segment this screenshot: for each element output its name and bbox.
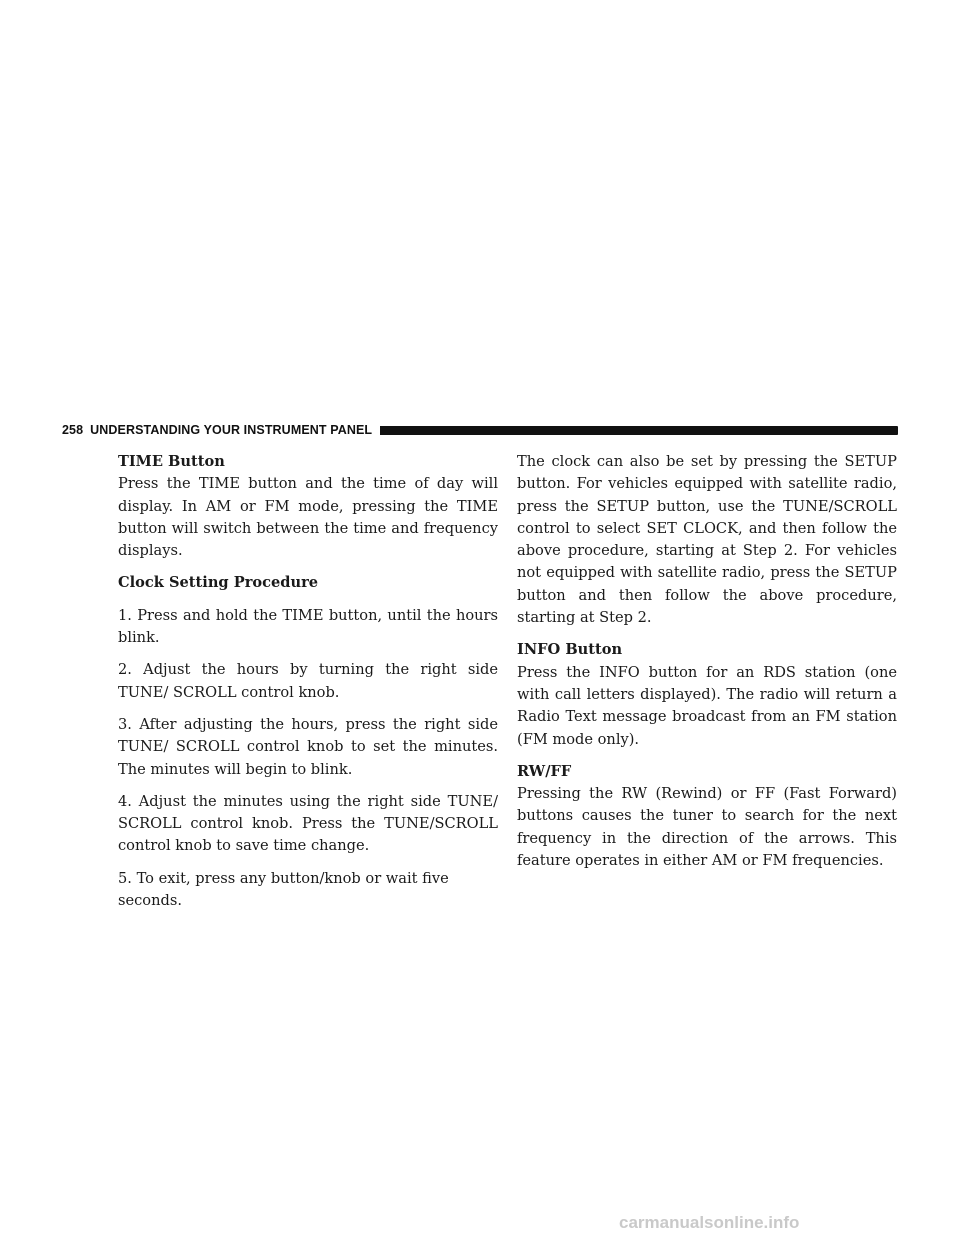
info-button-text: Press the INFO button for an RDS station (one with call letters displayed). The radio will return a Radio Text message broadcast from an FM station (FM mode only).	[517, 663, 897, 748]
rw-ff-text: Pressing the RW (Rewind) or FF (Fast Forward) buttons causes the tuner to search for the next frequency in the direction of the arrows. This feature operates in either AM or FM frequencies.	[517, 785, 897, 870]
rw-ff-heading: RW/FF	[517, 762, 572, 780]
step-4: 4. Adjust the minutes using the right side TUNE/ SCROLL control knob. Press the TUNE/SCROLL control knob to save time change.	[118, 792, 498, 855]
step-3: 3. After adjusting the hours, press the right side TUNE/ SCROLL control knob to set the minutes. The minutes will begin to blink.	[118, 715, 498, 778]
left-column	[118, 451, 498, 922]
right-column	[517, 451, 897, 882]
clock-setting-heading: Clock Setting Procedure	[118, 574, 319, 592]
time-button-text: Press the TIME button and the time of day will display. In AM or FM mode, pressing the TIME button will switch between the time and frequency displays.	[118, 475, 498, 560]
step-2: 2. Adjust the hours by turning the right side TUNE/ SCROLL control knob.	[118, 661, 498, 701]
page-header	[62, 421, 898, 439]
page-number: 258	[62, 423, 84, 437]
step-5: 5. To exit, press any button/knob or wait five seconds.	[118, 869, 449, 910]
time-button-heading: TIME Button	[118, 453, 225, 470]
site-watermark: carmanualsonline.info	[619, 1213, 800, 1232]
step-1: 1. Press and hold the TIME button, until the hours blink.	[118, 606, 498, 647]
setup-clock-text: The clock can also be set by pressing the SETUP button. For vehicles equipped with satellite radio, press the SETUP button, use the TUNE/SCROLL control to select SET CLOCK, and then follow the above procedure, starting at Step 2. For vehicles not equipped with satellite radio, press the SETUP button and then follow the above procedure, starting at Step 2.	[517, 453, 897, 627]
header-rule	[380, 426, 898, 435]
info-button-heading: INFO Button	[517, 641, 623, 659]
section-title: UNDERSTANDING YOUR INSTRUMENT PANEL	[90, 423, 373, 437]
